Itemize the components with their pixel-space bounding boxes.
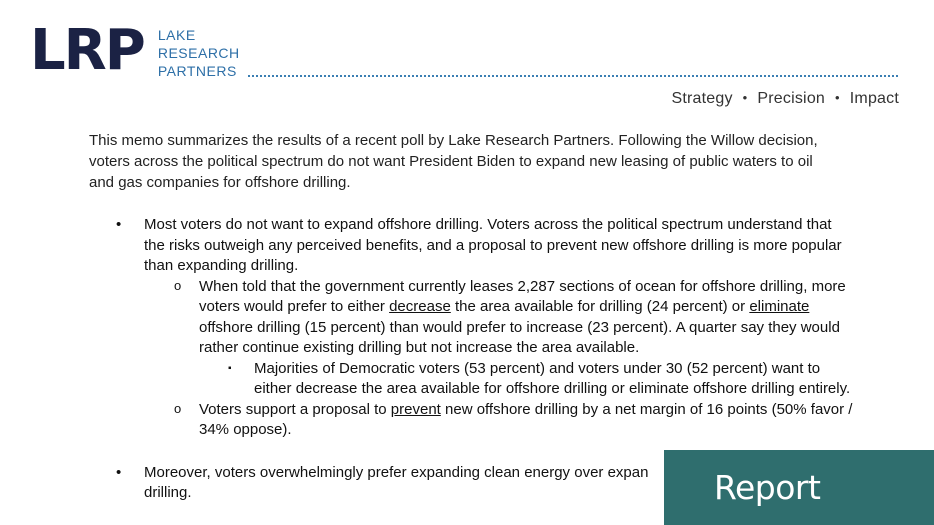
header-divider bbox=[248, 75, 898, 77]
tagline-separator: • bbox=[742, 90, 748, 105]
sub-sub-bullet-marker: ▪ bbox=[228, 362, 232, 374]
bullet-text: Moreover, voters overwhelmingly prefer expanding clean energy over expan drilling. bbox=[144, 463, 649, 501]
underlined-eliminate: eliminate bbox=[749, 298, 810, 315]
sub-sub-bullet-item bbox=[116, 359, 856, 400]
bullet-marker: • bbox=[116, 216, 122, 233]
sub-bullet-item bbox=[116, 400, 856, 441]
report-banner[interactable] bbox=[664, 450, 934, 525]
tagline bbox=[671, 90, 899, 108]
bullet-marker: • bbox=[116, 463, 122, 481]
logo-word-research: RESEARCH bbox=[157, 45, 240, 61]
logo-wordmark bbox=[158, 26, 240, 80]
tagline-separator: • bbox=[835, 90, 840, 105]
bullet-text: Most voters do not want to expand offshore drilling. Voters across the political spectrum understand that the risks outweigh any perceived benefits, and a proposal to prevent new offshore drilling is more popular than expanding drilling. bbox=[144, 216, 842, 274]
intro-paragraph: This memo summarizes the results of a recent poll by Lake Research Partners. Following the Willow decision, voters across the political spectrum do not want President Biden to expand new leasing of public waters to oil and gas companies for offshore drilling. bbox=[89, 132, 818, 191]
bullet-item bbox=[116, 215, 856, 277]
sub-bullet-marker: o bbox=[174, 277, 182, 293]
sub-bullet-text: When told that the government currently leases 2,287 sections of ocean for offshore drilling, more voters would prefer to either decrease the area available for drilling (24 percent) or eliminate offshore drilling (15 percent) than would prefer to increase (23 percent). A quarter say they would rather continue existing drilling but not increase the area available. bbox=[199, 277, 846, 356]
report-label: Report bbox=[714, 468, 821, 507]
underlined-prevent: prevent bbox=[390, 400, 441, 418]
sub-bullet-text: Voters support a proposal to prevent new offshore drilling by a net margin of 16 points (50% favor / 34% oppose). bbox=[199, 400, 853, 438]
sub-sub-bullet-text: Majorities of Democratic voters (53 percent) and voters under 30 (52 percent) want to either decrease the area available for offshore drilling or eliminate offshore drilling entirely. bbox=[254, 359, 851, 397]
sub-bullet-item bbox=[116, 277, 856, 359]
underlined-decrease: decrease bbox=[389, 298, 451, 315]
tagline-impact: Impact bbox=[849, 90, 899, 107]
logo-word-lake: LAKE bbox=[157, 27, 196, 43]
logo bbox=[30, 18, 240, 83]
sub-bullet-marker: o bbox=[174, 400, 182, 416]
tagline-precision: Precision bbox=[757, 90, 826, 107]
logo-mark: LRP bbox=[30, 18, 144, 83]
tagline-strategy: Strategy bbox=[671, 90, 733, 107]
logo-word-partners: PARTNERS bbox=[157, 63, 237, 79]
